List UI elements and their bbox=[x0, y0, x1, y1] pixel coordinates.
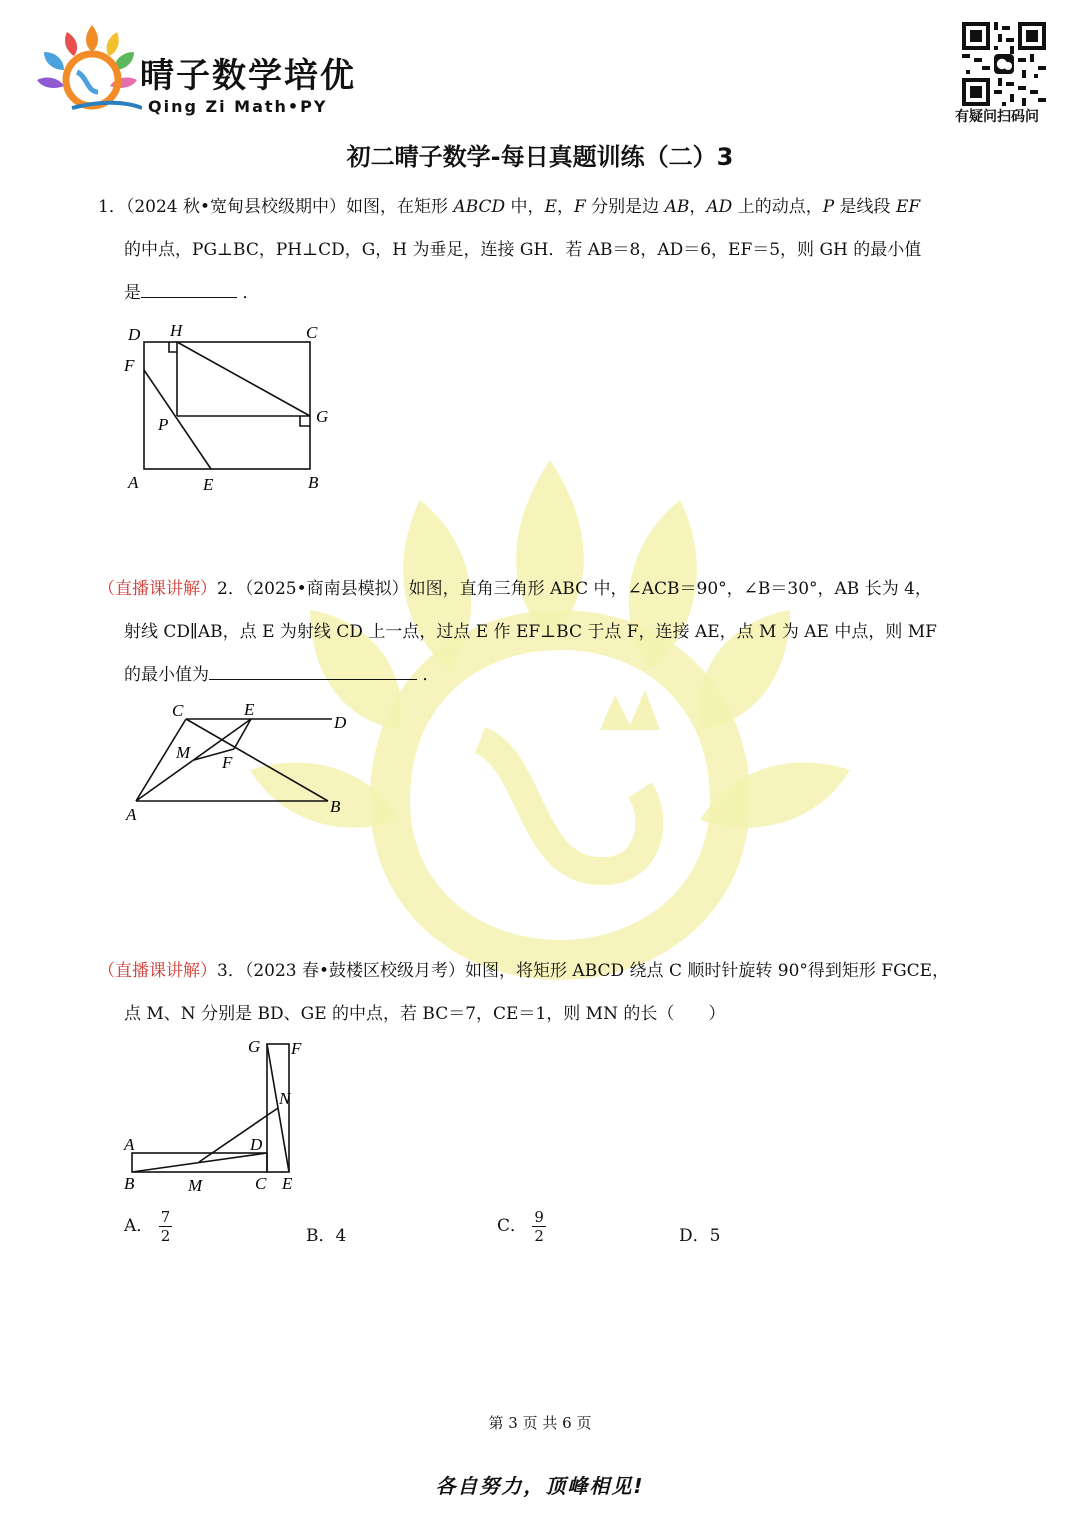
q1-label-d: D bbox=[128, 325, 141, 344]
q1-label-h: H bbox=[170, 321, 183, 340]
q3-live-tag: （直播课讲解） bbox=[98, 961, 217, 981]
q1-line-1: 1．（2024 秋•宽甸县校级期中）如图，在矩形 ABCD 中，E，F 分别是边 AB，AD 上的动点，P 是线段 EF bbox=[98, 197, 921, 217]
q2-line-1: （直播课讲解）2．（2025•商南县模拟）如图，直角三角形 ABC 中，∠ACB＝90°，∠B＝30°，AB 长为 4， bbox=[98, 579, 932, 599]
q3-figure bbox=[118, 1034, 318, 1199]
q1-label-g: G bbox=[316, 407, 329, 426]
q1-answer-blank[interactable] bbox=[141, 279, 237, 298]
q3-option-c[interactable]: C． $\frac{9}{2}$ bbox=[497, 1208, 544, 1245]
q2-live-tag: （直播课讲解） bbox=[98, 579, 217, 599]
q2-label-e: E bbox=[244, 700, 255, 719]
q1-label-b: B bbox=[308, 473, 319, 492]
q2-figure bbox=[120, 698, 360, 828]
q1-label-e: E bbox=[203, 475, 214, 494]
q3-label-g: G bbox=[248, 1037, 261, 1056]
q3-option-a[interactable]: A． $\frac{7}{2}$ bbox=[124, 1208, 171, 1245]
q2-label-a: A bbox=[126, 805, 137, 824]
qr-label: 有疑问扫码问 bbox=[955, 109, 1039, 125]
fraction: $\frac{9}{2}$ bbox=[534, 1208, 544, 1245]
q1-label-a: A bbox=[128, 473, 139, 492]
q3-label-m: M bbox=[188, 1176, 203, 1195]
qr-code-icon[interactable] bbox=[962, 22, 1046, 106]
page-title: 初二晴子数学-每日真题训练（二）3 bbox=[346, 143, 734, 171]
fraction: $\frac{7}{2}$ bbox=[160, 1208, 171, 1245]
q2-label-d: D bbox=[334, 713, 347, 732]
q3-label-f: F bbox=[291, 1039, 302, 1058]
q1-label-c: C bbox=[306, 323, 318, 342]
slogan: 各自努力，顶峰相见! bbox=[435, 1474, 645, 1498]
q3-label-c: C bbox=[255, 1174, 267, 1193]
q3-label-e: E bbox=[282, 1174, 293, 1193]
q2-label-c: C bbox=[172, 701, 184, 720]
q2-line-3: 的最小值为 ． bbox=[124, 660, 439, 685]
q3-option-b[interactable]: B．4 bbox=[306, 1226, 347, 1246]
page-number: 第 3 页 共 6 页 bbox=[488, 1414, 592, 1432]
q3-line-2: 点 M、N 分别是 BD、GE 的中点，若 BC＝7，CE＝1，则 MN 的长（ ） bbox=[124, 1004, 726, 1024]
q2-label-m: M bbox=[176, 743, 191, 762]
q2-label-b: B bbox=[330, 797, 341, 816]
q1-label-f: F bbox=[124, 356, 135, 375]
q1-line-2: 的中点，PG⊥BC，PH⊥CD，G，H 为垂足，连接 GH．若 AB＝8，AD＝6，EF＝5，则 GH 的最小值 bbox=[124, 240, 922, 260]
q2-label-f: F bbox=[222, 753, 233, 772]
q2-line-2: 射线 CD∥AB，点 E 为射线 CD 上一点，过点 E 作 EF⊥BC 于点 F，连接 AE，点 M 为 AE 中点，则 MF bbox=[124, 622, 937, 642]
brand-logo-icon bbox=[32, 20, 142, 115]
q1-label-p: P bbox=[158, 415, 169, 434]
q3-label-d: D bbox=[250, 1135, 263, 1154]
q1-line-3: 是 ． bbox=[124, 278, 259, 303]
q3-label-b: B bbox=[124, 1174, 135, 1193]
q3-label-a: A bbox=[124, 1135, 135, 1154]
q3-option-d[interactable]: D．5 bbox=[679, 1226, 721, 1246]
q2-answer-blank[interactable] bbox=[209, 661, 417, 680]
q3-line-1: （直播课讲解）3．（2023 春•鼓楼区校级月考）如图，将矩形 ABCD 绕点 C 顺时针旋转 90°得到矩形 FGCE， bbox=[98, 961, 950, 981]
brand-name-en: Qing Zi Math•PY bbox=[148, 97, 328, 116]
q3-label-n: N bbox=[279, 1089, 291, 1108]
brand-name-cn: 晴子数学培优 bbox=[140, 56, 356, 96]
q1-figure bbox=[120, 318, 350, 503]
